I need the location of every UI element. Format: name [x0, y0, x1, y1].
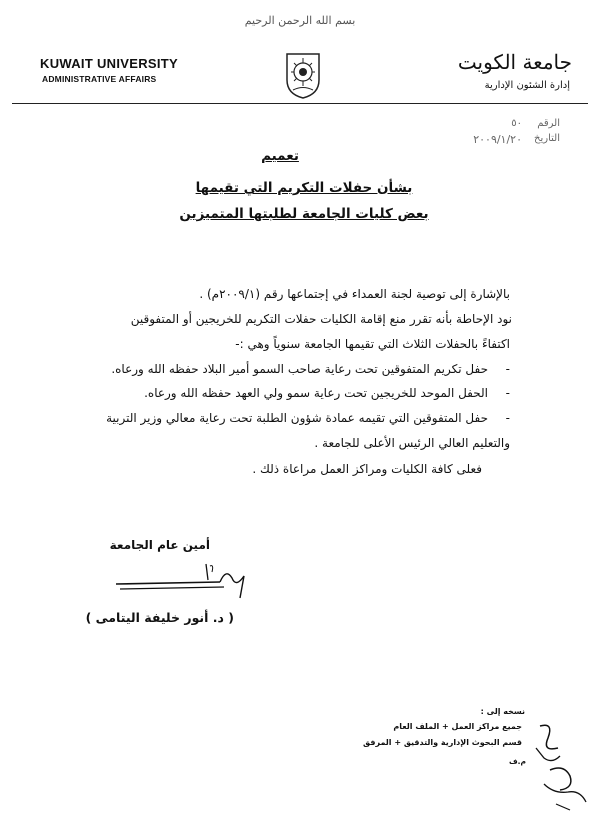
body-paragraph-line: بالإشارة إلى توصية لجنة العمداء في إجتماعها رقم (٢٠٠٩/١م) . — [199, 287, 510, 301]
list-item — [144, 386, 510, 400]
list-bullet: - — [505, 411, 510, 425]
department-name-en: ADMINISTRATIVE AFFAIRS — [42, 74, 157, 84]
document-date: ٢٠٠٩/١/٢٠ — [473, 133, 522, 146]
copy-reference-initials: م.ف — [508, 757, 526, 766]
list-bullet: - — [505, 386, 510, 400]
body-paragraph-line: نود الإحاطة بأنه تقرر منع إقامة الكليات حفلات التكريم للخريجين أو المتفوقين — [130, 312, 512, 326]
signatory-title: أمين عام الجامعة — [109, 538, 210, 552]
list-item — [106, 411, 510, 425]
university-name-en: KUWAIT UNIVERSITY — [40, 56, 178, 71]
university-name-ar: جامعة الكويت — [457, 50, 572, 74]
subject-line-1: بشأن حفلات التكريم التي تقيمها — [195, 180, 413, 196]
basmala: بسم الله الرحمن الرحيم — [244, 14, 356, 27]
list-item-text: حفل تكريم المتفوقين تحت رعاية صاحب السمو أمير البلاد حفظه الله ورعاه. — [111, 362, 488, 376]
list-item — [111, 362, 510, 376]
handwritten-signature-icon — [112, 558, 252, 602]
date-label: التاريخ — [534, 133, 560, 144]
university-emblem-icon — [283, 50, 323, 100]
copies-label: نسخه إلى : — [480, 707, 525, 716]
subject-line-2: بعض كليات الجامعة لطلبتها المتميزين — [179, 206, 429, 222]
handwritten-initials-icon — [530, 718, 592, 818]
circular-heading: تعميم — [261, 148, 299, 164]
copy-recipient: قسم البحوث الإدارية والتدقيق + المرفق — [363, 738, 522, 747]
list-item-continuation: والتعليم العالي الرئيس الأعلى للجامعة . — [314, 436, 510, 450]
signatory-name: ( د. أنور خليفة اليتامى ) — [85, 610, 234, 625]
department-name-ar: إدارة الشئون الإدارية — [484, 80, 570, 91]
copy-recipient: جميع مراكز العمل + الملف العام — [393, 722, 522, 731]
header-divider — [12, 103, 588, 104]
reference-number: ٥٠ — [511, 118, 522, 129]
list-bullet: - — [505, 362, 510, 376]
list-item-text: حفل المتفوقين التي تقيمه عمادة شؤون الطلبة تحت رعاية معالي وزير التربية — [106, 411, 488, 425]
list-item-text: الحفل الموحد للخريجين تحت رعاية سمو ولي العهد حفظه الله ورعاه. — [144, 386, 488, 400]
body-paragraph-line: اكتفاءً بالحفلات الثلاث التي تقيمها الجامعة سنوياً وهي :- — [235, 337, 510, 351]
closing-line: فعلى كافة الكليات ومراكز العمل مراعاة ذلك . — [252, 462, 482, 476]
reference-label: الرقم — [537, 118, 560, 129]
